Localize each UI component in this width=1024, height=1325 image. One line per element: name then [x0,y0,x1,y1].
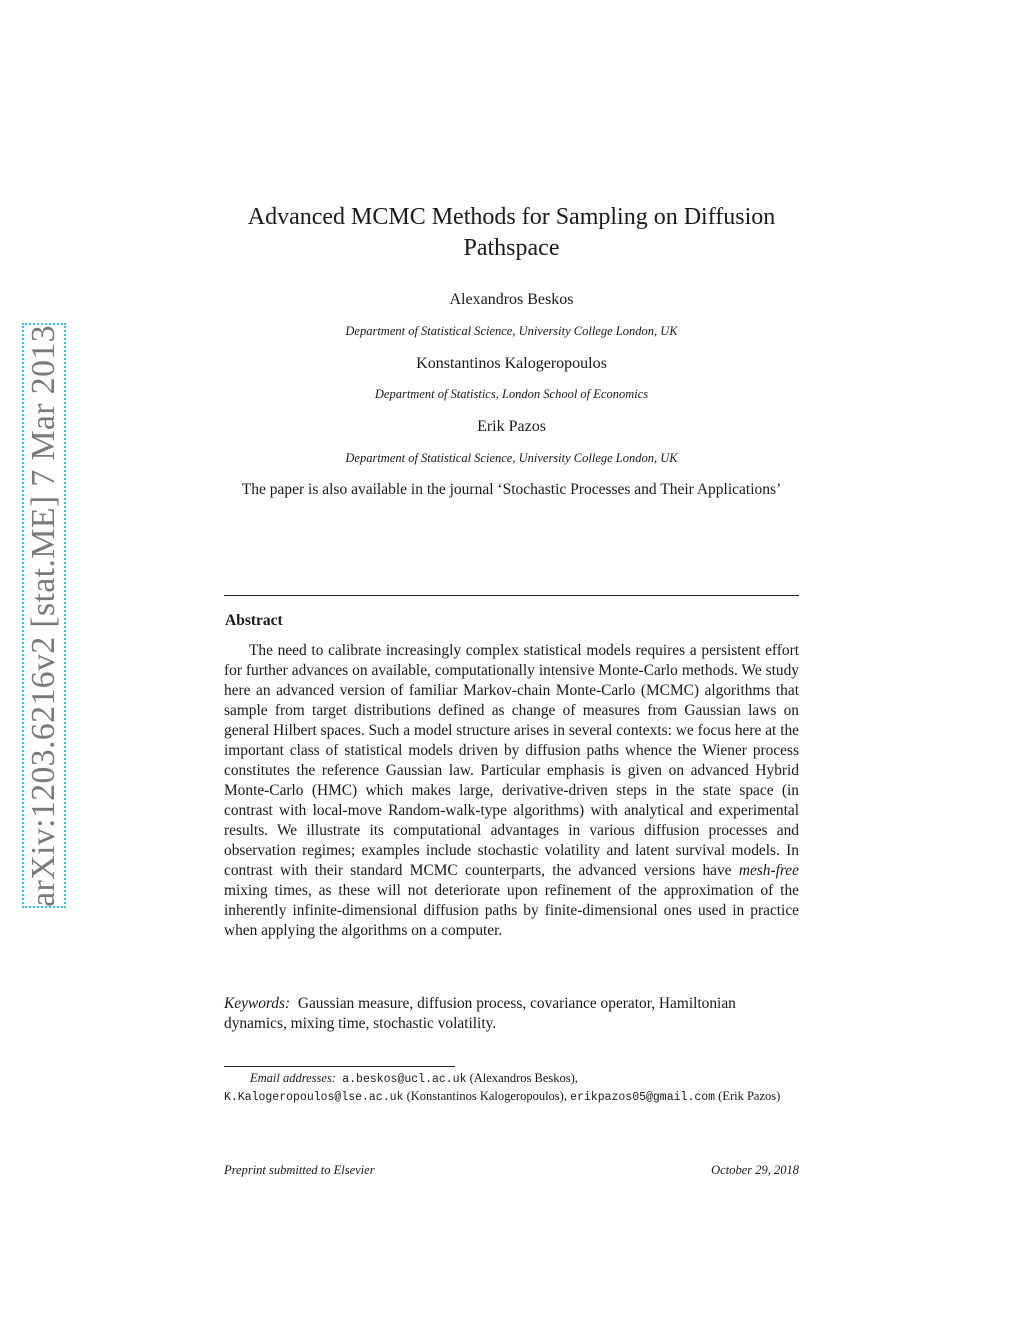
abstract-heading: Abstract [225,612,283,629]
abstract-text-part: The need to calibrate increasingly complex statistical models requires a persistent effort for further advances on available, computationally intensive Monte-Carlo methods. We study here an advanced version of familiar Markov-chain Monte-Carlo (MCMC) algorithms that sample from target distributions defined as change of measures from Gaussian laws on general Hilbert spaces. Such a model structure arises in several contexts: we focus here at the important class of statistical models driven by diffusion paths whence the Wiener process constitutes the reference Gaussian law. Particular emphasis is given on advanced Hybrid Monte-Carlo (HMC) which makes large, derivative-driven steps in the state space (in contrast with local-move Random-walk-type algorithms) with analytical and experimental results. We illustrate its computational advantages in various diffusion processes and observation regimes; examples include stochastic volatility and latent survival models. In contrast with their standard MCMC counterparts, the advanced versions have [224,642,799,879]
abstract-top-rule [224,595,799,596]
abstract-emphasis: mesh-free [738,862,799,879]
email-owner: (Erik Pazos) [718,1089,781,1103]
email-link[interactable]: a.beskos@ucl.ac.uk [342,1073,467,1086]
arxiv-identifier: arXiv:1203.6216v2 [stat.ME] 7 Mar 2013 [25,325,62,907]
footer-preprint-note: Preprint submitted to Elsevier [224,1163,375,1177]
author-affiliation: Department of Statistical Science, University College London, UK [345,324,678,338]
email-link[interactable]: K.Kalogeropoulos@lse.ac.uk [224,1091,404,1104]
author-name: Alexandros Beskos [449,291,574,308]
abstract-body [224,641,799,941]
abstract-text-part: mixing times, as these will not deteriorate upon refinement of the approximation of the inherently infinite-dimensional diffusion paths by finite-dimensional ones used in practice when applying the algorithms on a computer. [224,882,799,939]
footnote-emails [224,1070,799,1106]
paper-title: Advanced MCMC Methods for Sampling on Diffusion Pathspace [247,204,776,261]
email-owner: (Alexandros Beskos), [469,1071,578,1085]
author-name: Konstantinos Kalogeropoulos [416,355,607,372]
footnote-rule [224,1066,455,1067]
email-link[interactable]: erikpazos05@gmail.com [570,1091,716,1104]
keywords [224,994,799,1034]
author-affiliation: Department of Statistical Science, University College London, UK [345,451,678,465]
author-name: Erik Pazos [477,418,546,435]
keywords-label: Keywords: [224,995,291,1012]
email-owner: (Konstantinos Kalogeropoulos), [406,1089,567,1103]
footnote-label: Email addresses: [250,1071,336,1085]
journal-note: The paper is also available in the journal ‘Stochastic Processes and Their Applications’ [241,481,782,498]
keywords-text: Gaussian measure, diffusion process, covariance operator, Hamiltonian dynamics, mixing time, stochastic volatility. [224,995,736,1032]
footer-date: October 29, 2018 [711,1163,799,1177]
author-affiliation: Department of Statistics, London School of Economics [374,387,649,401]
